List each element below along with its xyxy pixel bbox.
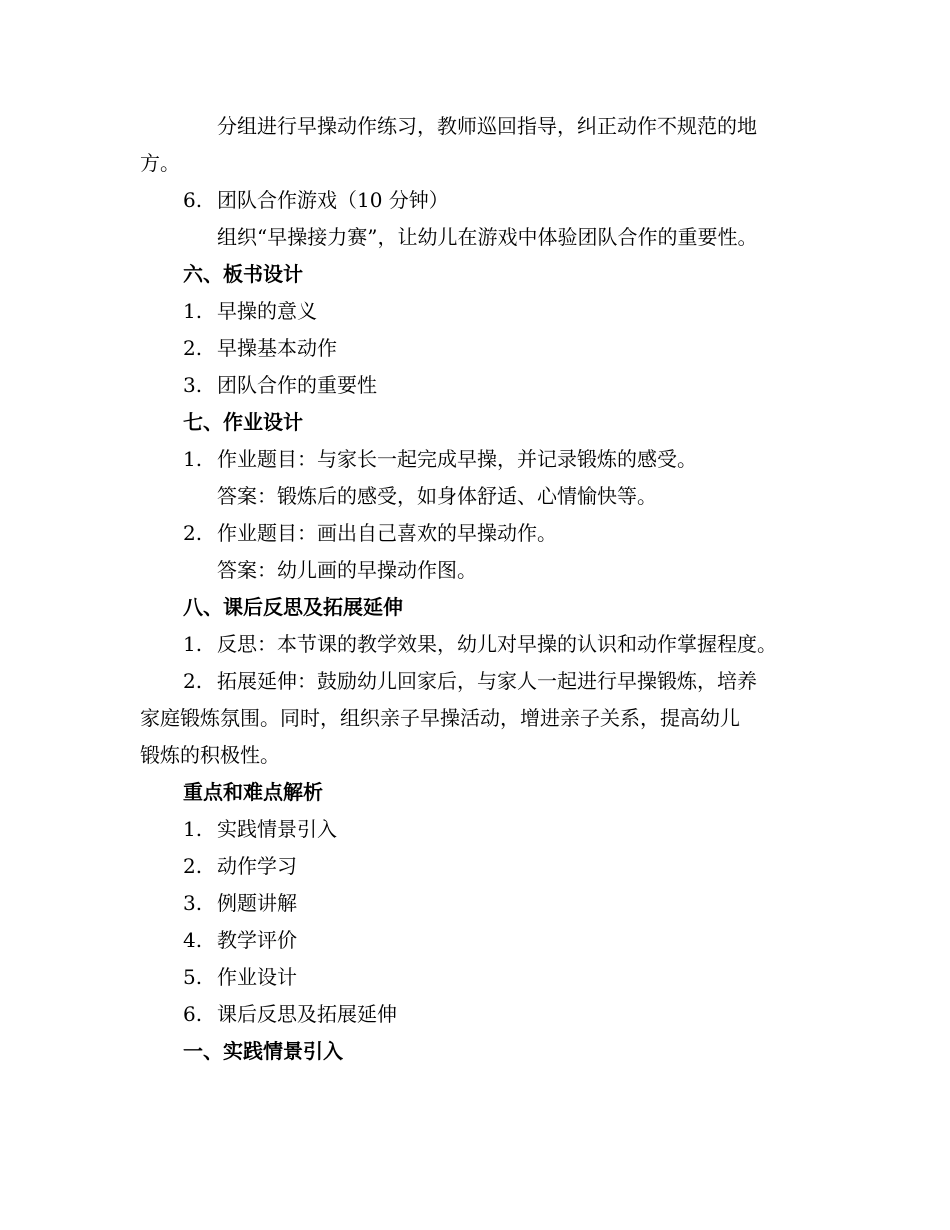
list-number: 5. (183, 965, 203, 989)
list-item (183, 299, 317, 323)
list-number: 1. (183, 447, 203, 471)
list-text: 拓展延伸：鼓励幼儿回家后，与家人一起进行早操锻炼，培养 (217, 669, 757, 693)
list-number: 2. (183, 669, 203, 693)
list-text: 动作学习 (217, 854, 297, 878)
list-number: 2. (183, 521, 203, 545)
list-item (183, 632, 777, 656)
list-number: 3. (183, 373, 203, 397)
list-text: 团队合作的重要性 (217, 373, 377, 397)
list-number: 6. (183, 188, 203, 212)
list-text: 作业设计 (217, 965, 297, 989)
list-text: 课后反思及拓展延伸 (217, 1002, 397, 1026)
list-text: 反思：本节课的教学效果，幼儿对早操的认识和动作掌握程度。 (217, 632, 777, 656)
list-item (183, 817, 337, 841)
list-text: 实践情景引入 (217, 817, 337, 841)
list-text: 作业题目：画出自己喜欢的早操动作。 (217, 521, 557, 545)
list-text: 作业题目：与家长一起完成早操，并记录锻炼的感受。 (217, 447, 697, 471)
list-item (183, 928, 297, 952)
list-item (183, 891, 297, 915)
list-text: 早操的意义 (217, 299, 317, 323)
list-number: 4. (183, 928, 203, 952)
list-number: 2. (183, 854, 203, 878)
list-text: 团队合作游戏（10 分钟） (217, 188, 449, 212)
list-item (183, 188, 449, 212)
list-item (183, 336, 337, 360)
list-item (183, 447, 697, 471)
paragraph-line: 分组进行早操动作练习，教师巡回指导，纠正动作不规范的地 (217, 114, 757, 138)
answer-line: 答案：锻炼后的感受，如身体舒适、心情愉快等。 (217, 484, 657, 508)
section-heading: 七、作业设计 (183, 410, 303, 434)
paragraph-line: 锻炼的积极性。 (140, 743, 280, 767)
list-text: 教学评价 (217, 928, 297, 952)
section-heading: 重点和难点解析 (183, 780, 323, 804)
answer-line: 答案：幼儿画的早操动作图。 (217, 558, 477, 582)
paragraph-line: 组织“早操接力赛”，让幼儿在游戏中体验团队合作的重要性。 (217, 225, 758, 249)
list-number: 1. (183, 632, 203, 656)
list-item (183, 521, 557, 545)
list-item (183, 1002, 397, 1026)
list-item (183, 854, 297, 878)
section-heading: 六、板书设计 (183, 262, 303, 286)
list-item (183, 373, 377, 397)
section-heading: 八、课后反思及拓展延伸 (183, 595, 403, 619)
list-text: 例题讲解 (217, 891, 297, 915)
list-text: 早操基本动作 (217, 336, 337, 360)
paragraph-line: 家庭锻炼氛围。同时，组织亲子早操活动，增进亲子关系，提高幼儿 (140, 706, 740, 730)
list-number: 1. (183, 299, 203, 323)
list-number: 2. (183, 336, 203, 360)
section-heading: 一、实践情景引入 (183, 1039, 343, 1063)
paragraph-line: 方。 (140, 151, 180, 175)
list-number: 3. (183, 891, 203, 915)
list-number: 1. (183, 817, 203, 841)
list-item (183, 965, 297, 989)
list-item (183, 669, 757, 693)
list-number: 6. (183, 1002, 203, 1026)
